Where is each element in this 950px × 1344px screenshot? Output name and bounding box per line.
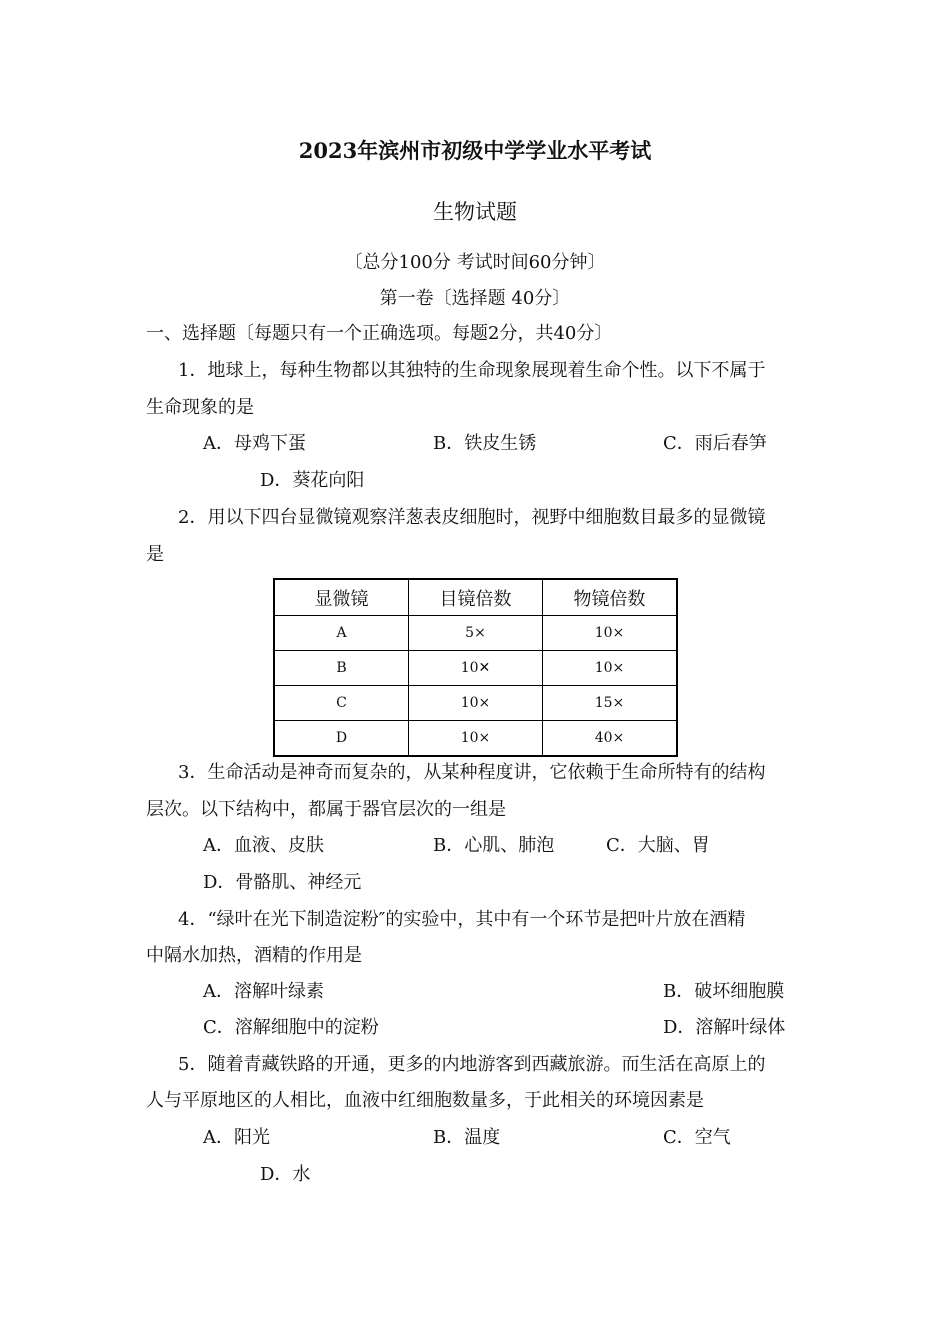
table-cell: B xyxy=(274,651,409,686)
question-1-option-c: C．雨后春笋 xyxy=(663,433,767,454)
table-cell: D xyxy=(274,721,409,757)
question-4-stem: 4．“绿叶在光下制造淀粉″的实验中，其中有一个环节是把叶片放在酒精 xyxy=(178,909,746,930)
question-1-option-d: D．葵花向阳 xyxy=(260,470,365,491)
question-1-option-b: B．铁皮生锈 xyxy=(433,433,537,454)
question-3-option-a: A．血液、皮肤 xyxy=(203,835,324,856)
question-5-stem: 5．随着青藏铁路的开通，更多的内地游客到西藏旅游。而生活在高原上的 xyxy=(178,1054,766,1075)
question-3-option-d: D．骨骼肌、神经元 xyxy=(203,872,362,893)
table-header-cell: 物镜倍数 xyxy=(543,579,678,616)
question-5-option-d: D．水 xyxy=(260,1164,311,1185)
exam-subtitle: 生物试题 xyxy=(433,200,517,224)
table-header-row xyxy=(274,579,677,616)
question-3-option-b: B．心肌、肺泡 xyxy=(433,835,555,856)
table-cell: 10✕ xyxy=(409,651,543,686)
table-row xyxy=(274,651,677,686)
table-header-cell: 显微镜 xyxy=(274,579,409,616)
question-4-option-b: B．破坏细胞膜 xyxy=(663,981,785,1002)
question-1-stem: 1．地球上，每种生物都以其独特的生命现象展现着生命个性。以下不属于 xyxy=(178,360,766,381)
table-cell: 40× xyxy=(543,721,678,757)
question-4-option-d: D．溶解叶绿体 xyxy=(663,1017,786,1038)
question-5-option-b: B．温度 xyxy=(433,1127,501,1148)
question-3-stem: 3．生命活动是神奇而复杂的，从某种程度讲，它依赖于生命所特有的结构 xyxy=(178,762,766,783)
question-3-stem-cont: 层次。以下结构中，都属于器官层次的一组是 xyxy=(146,799,506,820)
question-2-stem: 2．用以下四台显微镜观察洋葱表皮细胞时，视野中细胞数目最多的显微镜 xyxy=(178,507,766,528)
exam-title: 2023年滨州市初级中学学业水平考试 xyxy=(298,138,652,163)
section-heading: 一、选择题〔每题只有一个正确选项。每题2分，共40分〕 xyxy=(146,323,613,344)
table-cell: C xyxy=(274,686,409,721)
question-1-stem-cont: 生命现象的是 xyxy=(146,397,254,418)
question-5-stem-cont: 人与平原地区的人相比，血液中红细胞数量多，于此相关的环境因素是 xyxy=(146,1090,704,1111)
question-5-option-a: A．阳光 xyxy=(203,1127,270,1148)
part-heading: 第一卷〔选择题 40分〕 xyxy=(379,288,571,309)
microscope-table xyxy=(273,578,678,757)
table-header-cell: 目镜倍数 xyxy=(409,579,543,616)
question-4-option-c: C．溶解细胞中的淀粉 xyxy=(203,1017,379,1038)
score-time-info: 〔总分100分 考试时间60分钟〕 xyxy=(344,252,606,273)
question-3-option-c: C．大脑、胃 xyxy=(606,835,710,856)
table-cell: 10× xyxy=(543,616,678,651)
question-5-option-c: C．空气 xyxy=(663,1127,731,1148)
question-2-stem-cont: 是 xyxy=(146,544,164,565)
question-4-option-a: A．溶解叶绿素 xyxy=(203,981,324,1002)
table-cell: 10× xyxy=(409,721,543,757)
question-4-stem-cont: 中隔水加热，酒精的作用是 xyxy=(146,945,362,966)
table-cell: 15× xyxy=(543,686,678,721)
table-cell: 10× xyxy=(409,686,543,721)
table-cell: A xyxy=(274,616,409,651)
table-cell: 5× xyxy=(409,616,543,651)
question-1-option-a: A．母鸡下蛋 xyxy=(203,433,306,454)
table-cell: 10× xyxy=(543,651,678,686)
table-row xyxy=(274,721,677,757)
table-row xyxy=(274,616,677,651)
table-row xyxy=(274,686,677,721)
